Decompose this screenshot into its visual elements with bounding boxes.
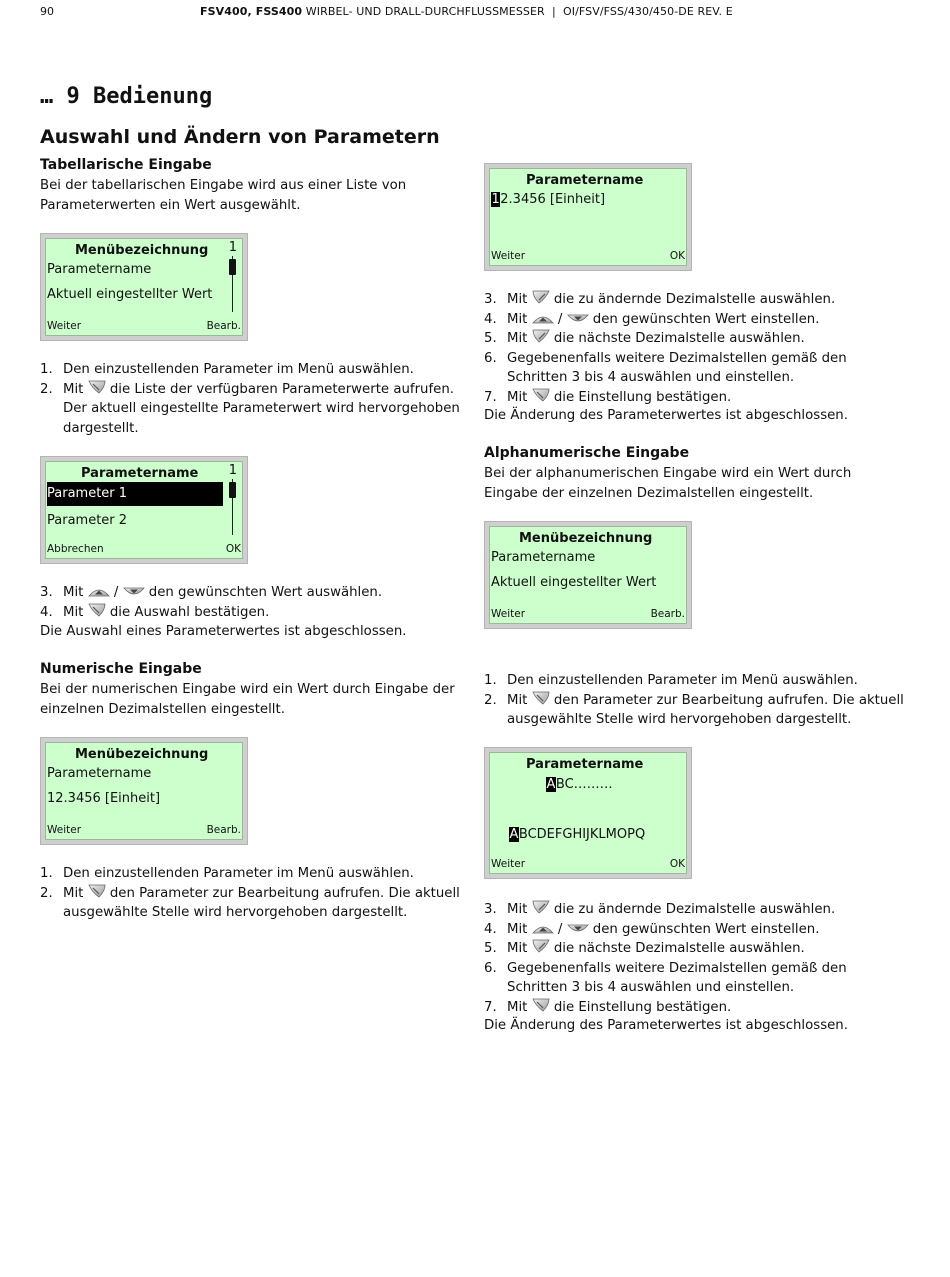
step-text: den Parameter zur Bearbeitung aufrufen. Die aktuell ausgewählte Stelle wird hervorgehoben dargestellt. xyxy=(63,885,460,920)
numeric-heading: Numerische Eingabe xyxy=(40,661,202,677)
step-text: den gewünschten Wert einstellen. xyxy=(588,311,820,327)
page-number: 90 xyxy=(40,5,54,18)
step-text: Mit xyxy=(507,292,532,307)
step-text: Mit xyxy=(507,902,532,917)
section-title: Auswahl und Ändern von Parametern xyxy=(40,126,440,148)
step-text: die Auswahl bestätigen. xyxy=(105,604,270,620)
list-item xyxy=(484,671,904,691)
lcd-title: Menübezeichnung xyxy=(519,531,653,546)
tabular-steps-b xyxy=(40,583,460,622)
step-number: 6. xyxy=(484,350,497,366)
softkey-right-label: Bearb. xyxy=(650,608,685,620)
step-text: Gegebenenfalls weitere Dezimalstellen gemäß den Schritten 3 bis 4 auswählen und einstellen. xyxy=(507,350,847,385)
step-text: Mit xyxy=(507,389,532,405)
tabular-steps-a xyxy=(40,360,460,438)
step-number: 2. xyxy=(484,692,497,708)
step-text: die Einstellung bestätigen. xyxy=(549,389,732,405)
step-text: Den einzustellenden Parameter im Menü auswählen. xyxy=(507,673,858,688)
lcd-screen xyxy=(489,752,687,874)
step-text: Mit xyxy=(507,921,532,937)
tabular-done: Die Auswahl eines Parameterwertes ist abgeschlossen. xyxy=(40,624,407,639)
step-text: Mit xyxy=(507,999,532,1015)
step-text: Gegebenenfalls weitere Dezimalstellen gemäß den Schritten 3 bis 4 auswählen und einstellen. xyxy=(507,960,847,995)
step-text: den Parameter zur Bearbeitung aufrufen. Die aktuell ausgewählte Stelle wird hervorgehoben dargestellt. xyxy=(507,692,904,727)
list-item xyxy=(40,360,460,380)
chapter-heading: … 9 Bedienung xyxy=(40,84,213,109)
lcd-value-line xyxy=(491,192,605,207)
list-item xyxy=(40,864,460,884)
list-item xyxy=(484,998,904,1018)
lcd-screen xyxy=(45,238,243,336)
up-key-icon xyxy=(532,314,554,324)
step-number: 2. xyxy=(40,381,53,397)
step-number: 1. xyxy=(40,866,53,881)
step-text: / xyxy=(553,921,567,937)
step-text: die nächste Dezimalstelle auswählen. xyxy=(549,331,805,346)
softkey-left-label: Weiter xyxy=(491,250,526,262)
lcd-display-tabular-list xyxy=(40,456,248,564)
lcd-display-numeric-edit xyxy=(484,163,692,271)
numeric-steps-b xyxy=(484,290,904,407)
right-softkey-icon xyxy=(532,998,550,1012)
numeric-steps-a xyxy=(40,864,460,923)
left-softkey-icon xyxy=(532,290,550,304)
step-number: 7. xyxy=(484,999,497,1015)
left-softkey-icon xyxy=(532,939,550,953)
lcd-line-2: Aktuell eingestellter Wert xyxy=(47,287,213,302)
up-key-icon xyxy=(88,587,110,597)
step-text: Den einzustellenden Parameter im Menü auswählen. xyxy=(63,362,414,377)
step-number: 6. xyxy=(484,960,497,976)
document-title xyxy=(200,5,733,19)
step-number: 5. xyxy=(484,331,497,346)
edit-cursor: 1 xyxy=(491,192,500,207)
page-header xyxy=(40,5,910,21)
step-number: 4. xyxy=(484,921,497,937)
softkey-left-label: Weiter xyxy=(47,320,82,332)
step-text: Mit xyxy=(63,381,88,397)
lcd-title: Parametername xyxy=(526,757,644,772)
step-text: Mit xyxy=(507,692,532,708)
numeric-intro: Bei der numerischen Eingabe wird ein Wert durch Eingabe der einzelnen Dezimalstellen eingestellt. xyxy=(40,682,455,717)
right-softkey-icon xyxy=(88,380,106,394)
step-number: 1. xyxy=(484,673,497,688)
lcd-title: Menübezeichnung xyxy=(75,243,209,258)
up-key-icon xyxy=(532,924,554,934)
right-softkey-icon xyxy=(88,603,106,617)
step-text: die Einstellung bestätigen. xyxy=(549,999,732,1015)
list-item xyxy=(40,380,460,439)
lcd-screen xyxy=(45,461,243,559)
alpha-heading: Alphanumerische Eingabe xyxy=(484,445,690,461)
softkey-left-label: Weiter xyxy=(47,824,82,836)
lcd-line-1: Parametername xyxy=(47,262,152,277)
softkey-right-label: OK xyxy=(225,543,241,555)
lcd-line-2: Aktuell eingestellter Wert xyxy=(491,575,657,590)
step-text: Den einzustellenden Parameter im Menü auswählen. xyxy=(63,866,414,881)
list-item xyxy=(40,884,460,923)
lcd-title: Menübezeichnung xyxy=(75,747,209,762)
right-softkey-icon xyxy=(532,388,550,402)
list-item xyxy=(484,290,904,310)
right-softkey-icon xyxy=(88,884,106,898)
left-softkey-icon xyxy=(532,900,550,914)
list-item xyxy=(484,939,904,959)
lcd-display-numeric-menu xyxy=(40,737,248,845)
softkey-left-label: Weiter xyxy=(491,858,526,870)
lcd-value-line xyxy=(546,777,613,792)
list-item xyxy=(484,329,904,349)
alpha-steps-b xyxy=(484,900,904,1017)
step-number: 3. xyxy=(40,585,53,600)
softkey-right-label: Bearb. xyxy=(206,320,241,332)
step-number: 2. xyxy=(40,885,53,901)
list-item xyxy=(484,691,904,730)
lcd-display-alpha-menu xyxy=(484,521,692,629)
step-text: die zu ändernde Dezimalstelle auswählen. xyxy=(549,902,836,917)
list-item xyxy=(484,310,904,330)
list-item xyxy=(484,349,904,388)
lcd-charset-rest: BCDEFGHIJKLMOPQ xyxy=(518,827,646,842)
down-key-icon xyxy=(123,587,145,597)
step-text: den gewünschten Wert einstellen. xyxy=(588,921,820,937)
step-number: 1. xyxy=(40,362,53,377)
softkey-left-label: Abbrechen xyxy=(47,543,104,555)
step-text: Mit xyxy=(507,311,532,327)
lcd-screen xyxy=(489,526,687,624)
tabular-heading: Tabellarische Eingabe xyxy=(40,157,212,173)
document-title-products: FSV400, FSS400 xyxy=(200,5,303,18)
list-item xyxy=(484,388,904,408)
lcd-charset-line xyxy=(509,827,645,842)
step-text: Mit xyxy=(507,941,532,956)
step-text: die Liste der verfügbaren Parameterwerte aufrufen. Der aktuell eingestellte Parameterwert wird hervorgehoben dargestellt. xyxy=(63,381,460,436)
softkey-right-label: OK xyxy=(669,250,685,262)
step-number: 5. xyxy=(484,941,497,956)
lcd-display-tabular-menu xyxy=(40,233,248,341)
step-text: Mit xyxy=(63,585,88,600)
selected-parameter: Parameter 1 xyxy=(47,482,223,506)
step-text: / xyxy=(109,585,123,600)
scroll-index: 1 xyxy=(228,240,237,255)
edit-cursor: A xyxy=(546,777,556,792)
lcd-value-rest: BC……… xyxy=(555,777,613,792)
scroll-index: 1 xyxy=(228,463,237,478)
list-item xyxy=(40,583,460,603)
lcd-screen xyxy=(45,742,243,840)
lcd-display-alpha-edit xyxy=(484,747,692,879)
softkey-left-label: Weiter xyxy=(491,608,526,620)
lcd-line-2: 12.3456 [Einheit] xyxy=(47,791,161,806)
lcd-line-1: Parametername xyxy=(47,766,152,781)
list-item xyxy=(484,900,904,920)
softkey-right-label: Bearb. xyxy=(206,824,241,836)
step-text: Mit xyxy=(63,885,88,901)
numeric-done: Die Änderung des Parameterwertes ist abgeschlossen. xyxy=(484,408,848,423)
scrollbar-thumb xyxy=(229,259,236,275)
step-number: 3. xyxy=(484,902,497,917)
document-title-rest: WIRBEL- UND DRALL-DURCHFLUSSMESSER | OI/FSV/FSS/430/450-DE REV. E xyxy=(302,5,733,18)
down-key-icon xyxy=(567,314,589,324)
step-text: den gewünschten Wert auswählen. xyxy=(144,585,383,600)
step-number: 4. xyxy=(40,604,53,620)
lcd-line-1: Parametername xyxy=(491,550,596,565)
charset-cursor: A xyxy=(509,827,519,842)
right-softkey-icon xyxy=(532,691,550,705)
step-number: 3. xyxy=(484,292,497,307)
step-text: / xyxy=(553,311,567,327)
tabular-intro: Bei der tabellarischen Eingabe wird aus einer Liste von Parameterwerten ein Wert ausgewählt. xyxy=(40,178,407,213)
step-number: 7. xyxy=(484,389,497,405)
lcd-value-rest: 2.3456 [Einheit] xyxy=(500,192,606,207)
list-item xyxy=(40,603,460,623)
lcd-title: Parametername xyxy=(526,173,644,188)
left-softkey-icon xyxy=(532,329,550,343)
list-item xyxy=(484,959,904,998)
lcd-screen xyxy=(489,168,687,266)
step-text: Mit xyxy=(507,331,532,346)
step-text: Mit xyxy=(63,604,88,620)
alpha-steps-a xyxy=(484,671,904,730)
lcd-title: Parametername xyxy=(81,466,199,481)
alpha-done: Die Änderung des Parameterwertes ist abgeschlossen. xyxy=(484,1018,848,1033)
lcd-line-2: Parameter 2 xyxy=(47,513,128,528)
down-key-icon xyxy=(567,924,589,934)
step-text: die nächste Dezimalstelle auswählen. xyxy=(549,941,805,956)
step-number: 4. xyxy=(484,311,497,327)
alpha-intro: Bei der alphanumerischen Eingabe wird ein Wert durch Eingabe der einzelnen Dezimalstellen eingestellt. xyxy=(484,466,852,501)
list-item xyxy=(484,920,904,940)
scrollbar-thumb xyxy=(229,482,236,498)
step-text: die zu ändernde Dezimalstelle auswählen. xyxy=(549,292,836,307)
softkey-right-label: OK xyxy=(669,858,685,870)
